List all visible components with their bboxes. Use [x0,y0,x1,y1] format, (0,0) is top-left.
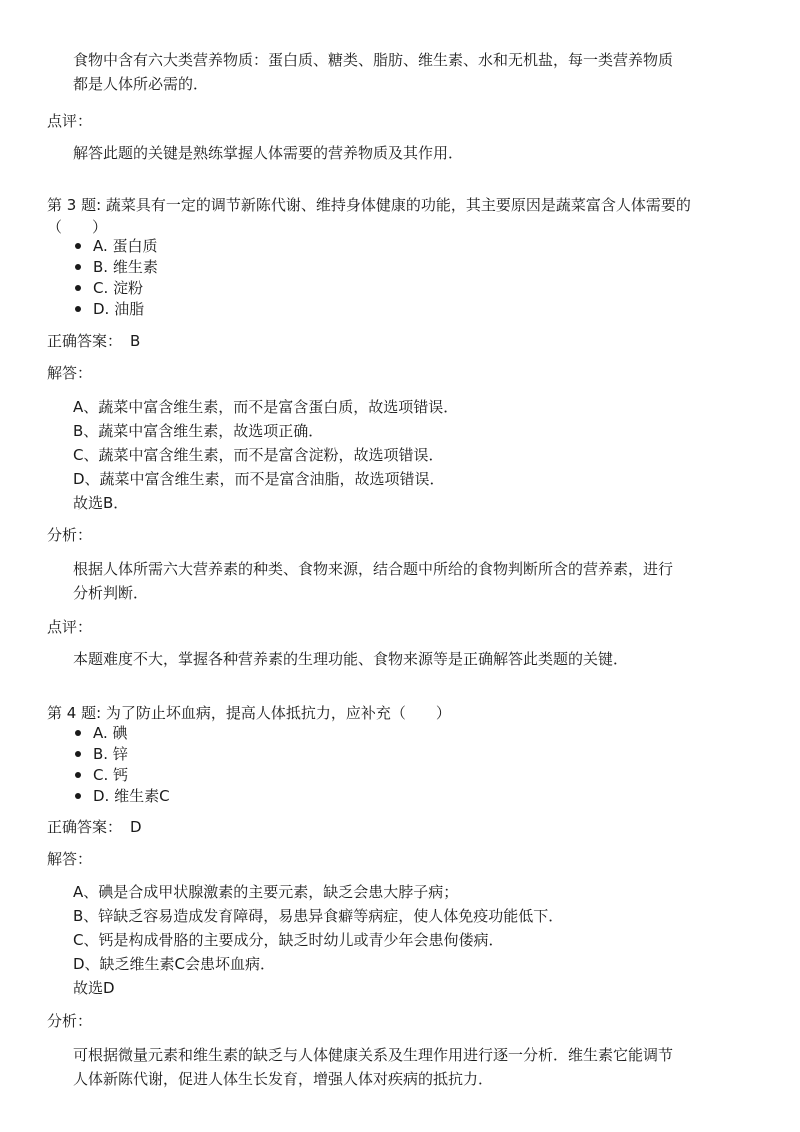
q3-answer-label: 正确答案： [47,332,123,350]
bullet-icon [75,730,81,736]
q3-analysis-line-1: 根据人体所需六大营养素的种类、食物来源，结合题中所给的食物判断所含的营养素，进行 [73,560,674,578]
q3-solution-line-b: B、蔬菜中富含维生素，故选项正确． [73,422,324,440]
q4-option-a-text: A. 碘 [93,724,128,742]
prev-analysis-line-1: 食物中含有六大类营养物质：蛋白质、糖类、脂肪、维生素、水和无机盐，每一类营养物质 [73,51,674,69]
q3-solution-text [0,395,800,515]
q3-analysis-text [0,557,800,605]
bullet-icon [75,306,81,312]
q4-analysis-text [0,1043,800,1091]
bullet-icon [75,751,81,757]
q4-solution-line-c: C、钙是构成骨胳的主要成分，缺乏时幼儿或青少年会患佝偻病． [73,931,504,949]
q4-analysis-line-2: 人体新陈代谢，促进人体生长发育，增强人体对疾病的抵抗力． [73,1070,494,1088]
q4-question: 第 4 题: 为了防止坏血病，提高人体抵抗力，应补充（ ） [47,704,451,722]
prev-comment-text: 解答此题的关键是熟练掌握人体需要的营养物质及其作用． [73,144,464,162]
q4-answer-label: 正确答案： [47,818,123,836]
q4-option-a [73,723,800,744]
bullet-icon [75,772,81,778]
q3-option-a [73,236,800,257]
q3-solution-conclusion: 故选B． [73,494,129,512]
q4-option-d [73,786,800,807]
q3-option-b [73,257,800,278]
bullet-icon [75,264,81,270]
q3-options [0,236,800,320]
q3-analysis-label: 分析： [47,526,93,544]
q4-analysis-label: 分析： [47,1012,93,1030]
q3-solution-line-c: C、蔬菜中富含维生素，而不是富含淀粉，故选项错误． [73,446,444,464]
q3-solution-line-d: D、蔬菜中富含维生素，而不是富含油脂，故选项错误． [73,470,445,488]
q3-option-c-text: C. 淀粉 [93,279,144,297]
bullet-icon [75,793,81,799]
q4-solution-conclusion: 故选D [73,979,115,997]
q4-analysis-line-1: 可根据微量元素和维生素的缺乏与人体健康关系及生理作用进行逐一分析．维生素它能调节 [73,1046,674,1064]
q3-option-b-text: B. 维生素 [93,258,158,276]
q3-solution-label: 解答： [47,364,93,382]
q3-answer-value: B [130,332,141,350]
q3-question-line-1: 第 3 题: 蔬菜具有一定的调节新陈代谢、维持身体健康的功能，其主要原因是蔬菜富含人体需要的 [47,196,691,214]
prev-comment-label: 点评： [47,112,93,130]
q4-solution-label: 解答： [47,850,93,868]
q4-option-b-text: B. 锌 [93,745,128,763]
q4-options [0,723,800,807]
q3-option-a-text: A. 蛋白质 [93,237,158,255]
q4-option-d-text: D. 维生素C [93,787,170,805]
q3-analysis-line-2: 分析判断． [73,584,149,602]
q3-answer [0,329,800,353]
q4-answer-value: D [130,818,142,836]
q4-answer [0,815,800,839]
q3-question [0,193,800,237]
q3-comment-label: 点评： [47,618,93,636]
q3-comment-text: 本题难度不大，掌握各种营养素的生理功能、食物来源等是正确解答此类题的关键． [73,650,629,668]
q3-solution-line-a: A、蔬菜中富含维生素，而不是富含蛋白质，故选项错误． [73,398,459,416]
q4-option-c [73,765,800,786]
bullet-icon [75,285,81,291]
q3-question-line-2: （ ） [47,218,108,236]
q3-option-d [73,299,800,320]
q4-solution-line-a: A、碘是合成甲状腺激素的主要元素，缺乏会患大脖子病； [73,883,459,901]
q4-option-c-text: C. 钙 [93,766,129,784]
q4-solution-line-d: D、缺乏维生素C会患坏血病． [73,955,276,973]
q3-option-d-text: D. 油脂 [93,300,145,318]
prev-analysis-text [0,48,800,96]
bullet-icon [75,243,81,249]
q4-option-b [73,744,800,765]
prev-analysis-line-2: 都是人体所必需的． [73,75,209,93]
q4-solution-text [0,880,800,1000]
q4-solution-line-b: B、锌缺乏容易造成发育障碍，易患异食癖等病症，使人体免疫功能低下． [73,907,564,925]
q3-option-c [73,278,800,299]
